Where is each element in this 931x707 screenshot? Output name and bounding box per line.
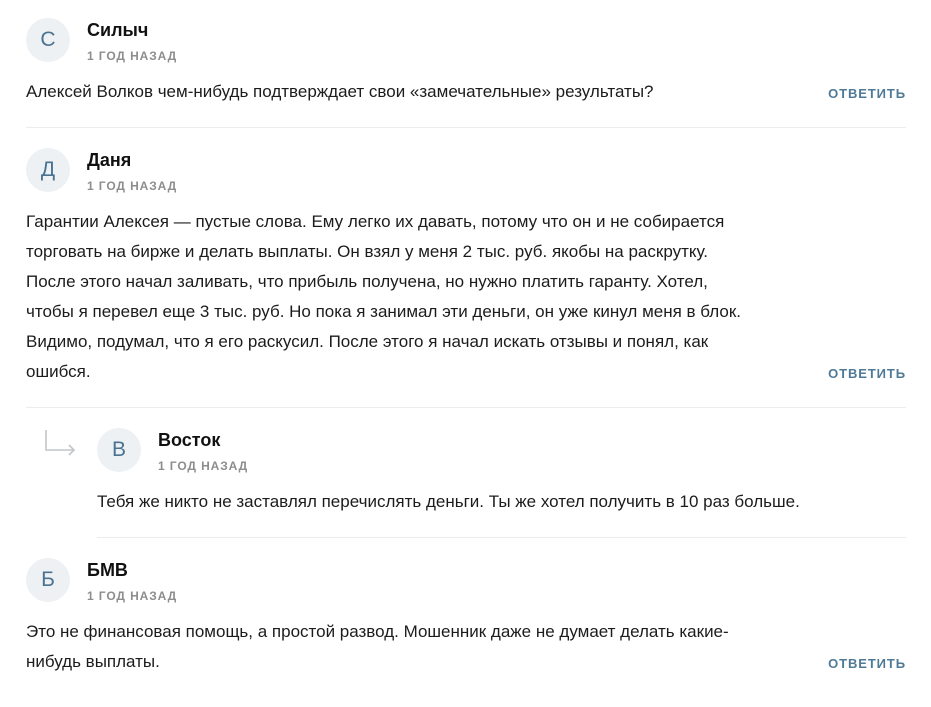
comment-text-line: Видимо, подумал, что я его раскусил. После этого я начал искать отзывы и понял, как (26, 332, 709, 351)
comment-text-line: Это не финансовая помощь, а простой развод. Мошенник даже не думает делать какие- (26, 622, 729, 641)
comment-text-line: чтобы я перевел еще 3 тыс. руб. Но пока я занимал эти деньги, он уже кинул меня в блок. (26, 302, 741, 321)
comment-text (26, 207, 741, 387)
reply-button[interactable]: ОТВЕТИТЬ (828, 366, 906, 381)
comment-text-line: Алексей Волков чем-нибудь подтверждает свои «замечательные» результаты? (26, 82, 654, 101)
comment-divider (26, 407, 906, 408)
comment-text-line: нибудь выплаты. (26, 652, 160, 671)
comment-author: БМВ (87, 560, 128, 580)
avatar: С (26, 18, 70, 62)
comment-timestamp: 1 ГОД НАЗАД (87, 49, 178, 63)
comment-author: Даня (87, 150, 132, 170)
reply-button[interactable]: ОТВЕТИТЬ (828, 656, 906, 671)
comment-text-line: После этого начал заливать, что прибыль получена, но нужно платить гаранту. Хотел, (26, 272, 708, 291)
comment-author: Восток (158, 430, 221, 450)
comment-text-line: Гарантии Алексея — пустые слова. Ему легко их давать, потому что он и не собирается (26, 212, 725, 231)
comment-timestamp: 1 ГОД НАЗАД (87, 179, 178, 193)
comment-divider (26, 127, 906, 128)
avatar: Д (26, 148, 70, 192)
reply-arrow-icon (42, 428, 78, 456)
comment-text (26, 77, 654, 107)
comment-text (97, 487, 800, 517)
comment-text-line: ошибся. (26, 362, 91, 381)
comment-timestamp: 1 ГОД НАЗАД (158, 459, 249, 473)
avatar: В (97, 428, 141, 472)
comment-text-line: торговать на бирже и делать выплаты. Он взял у меня 2 тыс. руб. якобы на раскрутку. (26, 242, 709, 261)
reply-button[interactable]: ОТВЕТИТЬ (828, 86, 906, 101)
comment-timestamp: 1 ГОД НАЗАД (87, 589, 178, 603)
comment-divider (97, 537, 906, 538)
comment-text-line: Тебя же никто не заставлял перечислять деньги. Ты же хотел получить в 10 раз больше. (97, 492, 800, 511)
comment-author: Силыч (87, 20, 149, 40)
comment-text (26, 617, 729, 677)
avatar: Б (26, 558, 70, 602)
